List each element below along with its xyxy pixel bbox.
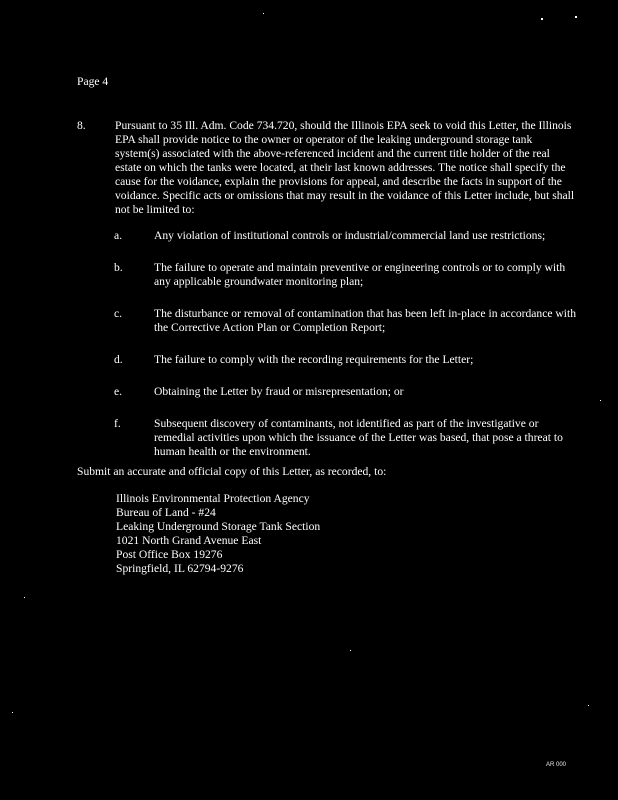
scan-speck (12, 712, 13, 713)
list-item-text: Obtaining the Letter by fraud or misrepresentation; or (154, 385, 404, 398)
mailing-address (116, 492, 320, 576)
list-item-letter: b. (114, 261, 123, 274)
list-item-letter: c. (114, 307, 123, 320)
item-8-text: Pursuant to 35 Ill. Adm. Code 734.720, should the Illinois EPA seek to void this Letter, the Illinois EPA shall provide notice to the owner or operator of the leaking underground storage tank system(s) associated with the above-referenced incident and the current title holder of the real estate on which the tanks were located, at their last known addresses. The notice shall specify the cause for the voidance, explain the provisions for appeal, and describe the facts in support of the voidance. Specific acts or omissions that may result in the voidance of this Letter include, but shall not be limited to: (115, 119, 575, 216)
address-line-bureau: Bureau of Land - #24 (116, 506, 216, 519)
list-item (114, 229, 579, 243)
address-line-section: Leaking Underground Storage Tank Section (116, 520, 321, 533)
scan-speck (541, 18, 543, 20)
list-item-text: The disturbance or removal of contamination that has been left in-place in accordance with the Corrective Action Plan or Completion Report; (154, 307, 577, 334)
list-item-text: The failure to operate and maintain preventive or engineering controls or to comply with any applicable groundwater monitoring plan; (154, 261, 566, 288)
list-item-text: The failure to comply with the recording requirements for the Letter; (154, 353, 474, 366)
item-8 (77, 119, 577, 217)
list-item (114, 385, 579, 399)
scan-speck (600, 400, 601, 401)
scan-speck (350, 650, 351, 651)
address-line-street: 1021 North Grand Avenue East (116, 534, 262, 547)
scan-speck (588, 705, 589, 706)
list-item-text: Subsequent discovery of contaminants, not identified as part of the investigative or remedial activities upon which the issuance of the Letter was based, that pose a threat to human health or the environment. (154, 417, 563, 458)
address-line-city: Springfield, IL 62794-9276 (116, 562, 244, 575)
list-item (114, 307, 579, 335)
list-item-letter: a. (114, 229, 123, 242)
submit-instruction: Submit an accurate and official copy of this Letter, as recorded, to: (77, 465, 387, 478)
scan-speck (263, 13, 264, 14)
list-item (114, 261, 579, 289)
list-item-text: Any violation of institutional controls or industrial/commercial land use restrictions; (154, 229, 546, 242)
document-control-number: AR 000 (546, 762, 567, 768)
item-8-number: 8. (77, 119, 86, 132)
list-item (114, 353, 579, 367)
list-item (114, 417, 579, 459)
scan-speck (575, 16, 577, 18)
address-line-po-box: Post Office Box 19276 (116, 548, 223, 561)
address-line-agency: Illinois Environmental Protection Agency (116, 492, 310, 505)
list-item-letter: d. (114, 353, 123, 366)
voidance-causes-list (114, 229, 579, 477)
list-item-letter: e. (114, 385, 123, 398)
list-item-letter: f. (114, 417, 121, 430)
page-number: Page 4 (77, 75, 109, 88)
scan-speck (24, 597, 25, 598)
